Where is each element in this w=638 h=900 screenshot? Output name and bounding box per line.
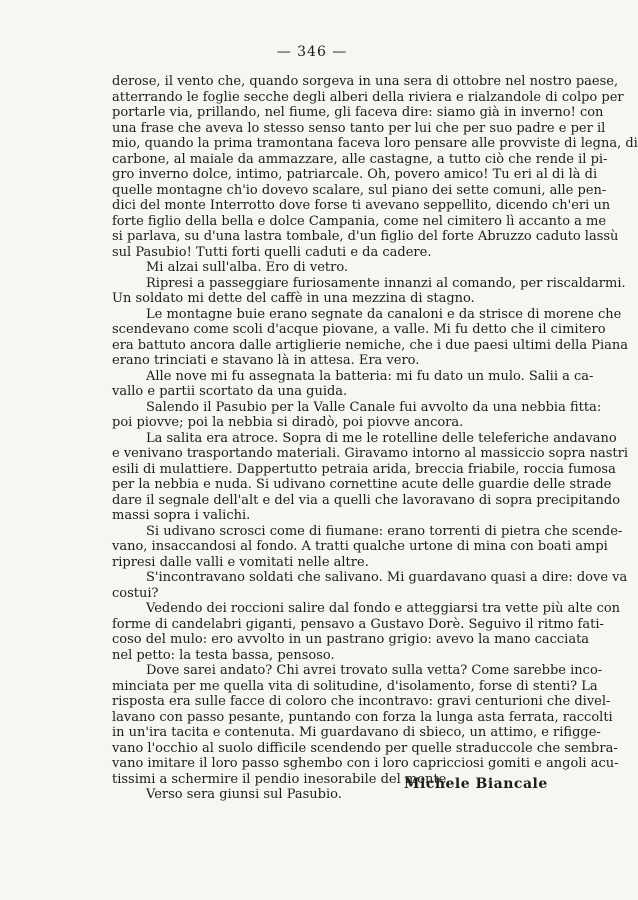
text-line: tissimi a schermire il pendio inesorabile del monte.	[112, 771, 451, 787]
text-line: Mi alzai sull'alba. Ero di vetro.	[146, 260, 349, 275]
text-line: per la nebbia e nuda. Si udivano cornettine acute delle guardie delle strade	[112, 477, 612, 492]
text-line: in un'ira tacita e contenuta. Mi guardavano di sbieco, un attimo, e rifigge-	[112, 725, 601, 740]
text-line: Alle nove mi fu assegnata la batteria: mi fu dato un mulo. Salii a ca-	[146, 368, 594, 384]
body-text	[112, 74, 638, 803]
text-line: ripresi dalle valli e vomitati nelle altre.	[112, 554, 369, 570]
text-line: forme di candelabri giganti, pensavo a Gustavo Dorè. Seguivo il ritmo fati-	[112, 616, 604, 632]
text-line: Vedendo dei roccioni salire dal fondo e atteggiarsi tra vette più alte con	[146, 601, 621, 616]
text-line: poi piovve; poi la nebbia si diradò, poi piovve ancora.	[112, 415, 464, 430]
text-line: e venivano trasportando materiali. Giravamo intorno al massiccio sopra nastri	[112, 446, 628, 461]
text-line: Salendo il Pasubio per la Valle Canale fui avvolto da una nebbia fitta:	[146, 399, 602, 415]
text-line: risposta era sulle facce di coloro che incontravo: gravi centurioni che divel-	[112, 694, 611, 709]
text-line: vano l'occhio al suolo difficile scendendo per quelle straduccole che sembra-	[112, 740, 618, 756]
text-line: La salita era atroce. Sopra di me le rotelline delle teleferiche andavano	[146, 430, 617, 446]
text-line: Un soldato mi dette del caffè in una mezzina di stagno.	[112, 291, 475, 306]
text-line: vano, insaccandosi al fondo. A tratti qualche urtone di mina con boati ampi	[112, 539, 608, 554]
text-line: Verso sera giunsi sul Pasubio.	[146, 787, 342, 802]
text-line: scendevano come scoli d'acque piovane, a valle. Mi fu detto che il cimitero	[112, 322, 606, 337]
text-line: vano imitare il loro passo sghembo con i loro capricciosi gomiti e angoli acu-	[112, 756, 619, 771]
text-line: esili di mulattiere. Dappertutto petraia arida, breccia friabile, roccia fumosa	[112, 461, 616, 477]
text-line: mio, quando la prima tramontana faceva loro pensare alle provviste di legna, di	[112, 136, 638, 151]
text-line: si parlava, su d'una lastra tombale, d'un figlio del forte Abruzzo caduto lassù	[112, 229, 619, 244]
text-line: carbone, al maiale da ammazzare, alle castagne, a tutto ciò che rende il pi-	[112, 151, 608, 167]
text-line: sul Pasubio! Tutti forti quelli caduti e da cadere.	[112, 244, 432, 260]
text-line: forte figlio della bella e dolce Campania, come nel cimitero lì accanto a me	[112, 213, 607, 229]
text-line: dare il segnale dell'alt e del via a quelli che lavoravano di sopra precipitando	[112, 492, 621, 508]
page-number: — 346 —	[276, 44, 348, 60]
text-line: dici del monte Interrotto dove forse ti avevano seppellito, dicendo ch'eri un	[112, 198, 611, 213]
text-line: Ripresi a passeggiare furiosamente innanzi al comando, per riscaldarmi.	[146, 275, 626, 291]
text-line: coso del mulo: ero avvolto in un pastrano grigio: avevo la mano cacciata	[112, 632, 590, 647]
text-line: lavano con passo pesante, puntando con forza la lunga asta ferrata, raccolti	[112, 709, 613, 725]
text-line: Si udivano scrosci come di fiumane: erano torrenti di pietra che scende-	[146, 523, 623, 539]
text-line: una frase che aveva lo stesso senso tanto per lui che per suo padre e per il	[112, 120, 606, 136]
text-line: gro inverno dolce, intimo, patriarcale. Oh, povero amico! Tu eri al di là di	[112, 167, 598, 182]
text-line: S'incontravano soldati che salivano. Mi guardavano quasi a dire: dove va	[146, 570, 628, 585]
text-line: minciata per me quella vita di solitudine, d'isolamento, forse di stenti? La	[112, 678, 598, 694]
text-line: atterrando le foglie secche degli alberi della riviera e rialzandole di colpo per	[112, 89, 624, 105]
text-line: costui?	[112, 585, 159, 601]
text-line: era battuto ancora dalle artiglierie nemiche, che i due paesi ultimi della Piana	[112, 337, 628, 353]
text-line: quelle montagne ch'io dovevo scalare, sul piano dei sette comuni, alle pen-	[112, 182, 607, 198]
text-line: Le montagne buie erano segnate da canaloni e da strisce di morene che	[146, 306, 622, 322]
text-line: derose, il vento che, quando sorgeva in una sera di ottobre nel nostro paese,	[112, 74, 619, 89]
text-line: portarle via, prillando, nel fiume, gli faceva dire: siamo già in inverno! con	[112, 105, 604, 120]
text-line: massi sopra i valichi.	[112, 508, 251, 523]
text-line: erano trinciati e stavano là in attesa. Era vero.	[112, 353, 420, 368]
author-signature: Michele Biancale	[404, 776, 548, 792]
text-line: Dove sarei andato? Chi avrei trovato sulla vetta? Come sarebbe inco-	[146, 663, 603, 678]
text-line: nel petto: la testa bassa, pensoso.	[112, 647, 335, 663]
text-line: vallo e partii scortato da una guida.	[112, 384, 348, 399]
